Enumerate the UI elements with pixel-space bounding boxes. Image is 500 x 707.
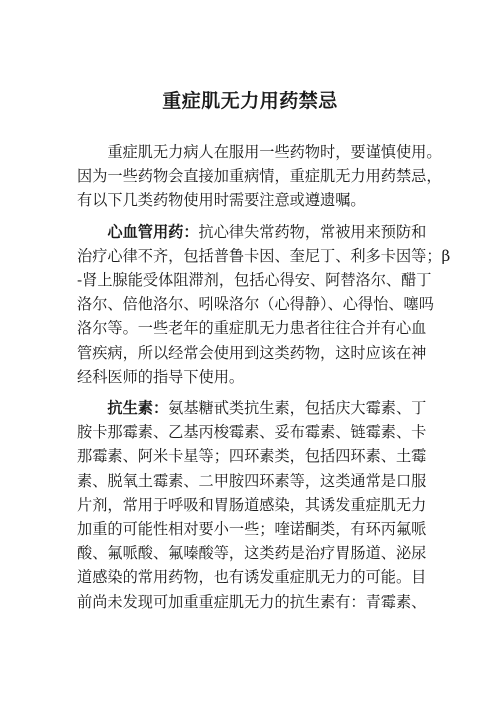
antibiotics-line: 那霉素、阿米卡星等；四环素类，包括四环素、土霉	[77, 447, 427, 466]
cardio-line: 经科医师的指导下使用。	[77, 367, 245, 386]
cardio-line: 治疗心律不齐，包括普鲁卡因、奎尼丁、利多卡因等；β	[77, 246, 451, 265]
antibiotics-line: 片剂，常用于呼吸和胃肠道感染，其诱发重症肌无力	[77, 495, 427, 514]
cardio-line: 洛尔等。一些老年的重症肌无力患者往往合并有心血	[77, 319, 427, 338]
document-title: 重症肌无力用药禁忌	[162, 90, 338, 112]
antibiotics-line: 胺卡那霉素、乙基丙梭霉素、妥布霉素、链霉素、卡	[77, 423, 427, 442]
cardio-line: 洛尔、倍他洛尔、吲哚洛尔（心得静）、心得怡、噻吗	[77, 295, 434, 314]
intro-line: 有以下几类药物使用时需要注意或遵遗嘱。	[77, 191, 366, 210]
antibiotics-line: 酸、氟哌酸、氟嗪酸等，这类药是治疗胃肠道、泌尿	[77, 544, 427, 563]
cardio-first-line	[77, 220, 437, 244]
cardio-heading: 心血管用药：	[107, 222, 199, 241]
antibiotics-first-text: 氨基糖甙类抗生素，包括庆大霉素、丁	[168, 399, 427, 418]
intro-line: 重症肌无力病人在服用一些药物时，要谨慎使用。	[77, 143, 442, 161]
cardio-first-text: 抗心律失常药物，常被用来预防和	[198, 222, 427, 241]
antibiotics-line: 素、脱氧土霉素、二甲胺四环素等，这类通常是口服	[77, 471, 427, 490]
antibiotics-line: 前尚未发现可加重重症肌无力的抗生素有：青霉素、	[77, 592, 427, 611]
intro-line: 因为一些药物会直接加重病情，重症肌无力用药禁忌，	[77, 167, 442, 186]
antibiotics-first-line	[77, 396, 437, 420]
cardio-line: -肾上腺能受体阻滞剂，包括心得安、阿替洛尔、醋丁	[77, 271, 432, 290]
cardio-line: 管疾病，所以经常会使用到这类药物，这时应该在神	[77, 343, 427, 362]
antibiotics-line: 道感染的常用药物，也有诱发重症肌无力的可能。目	[77, 568, 427, 587]
antibiotics-line: 加重的可能性相对要小一些；喹诺酮类，有环丙氟哌	[77, 520, 427, 539]
antibiotics-heading: 抗生素：	[107, 399, 169, 418]
document-body	[77, 140, 451, 614]
